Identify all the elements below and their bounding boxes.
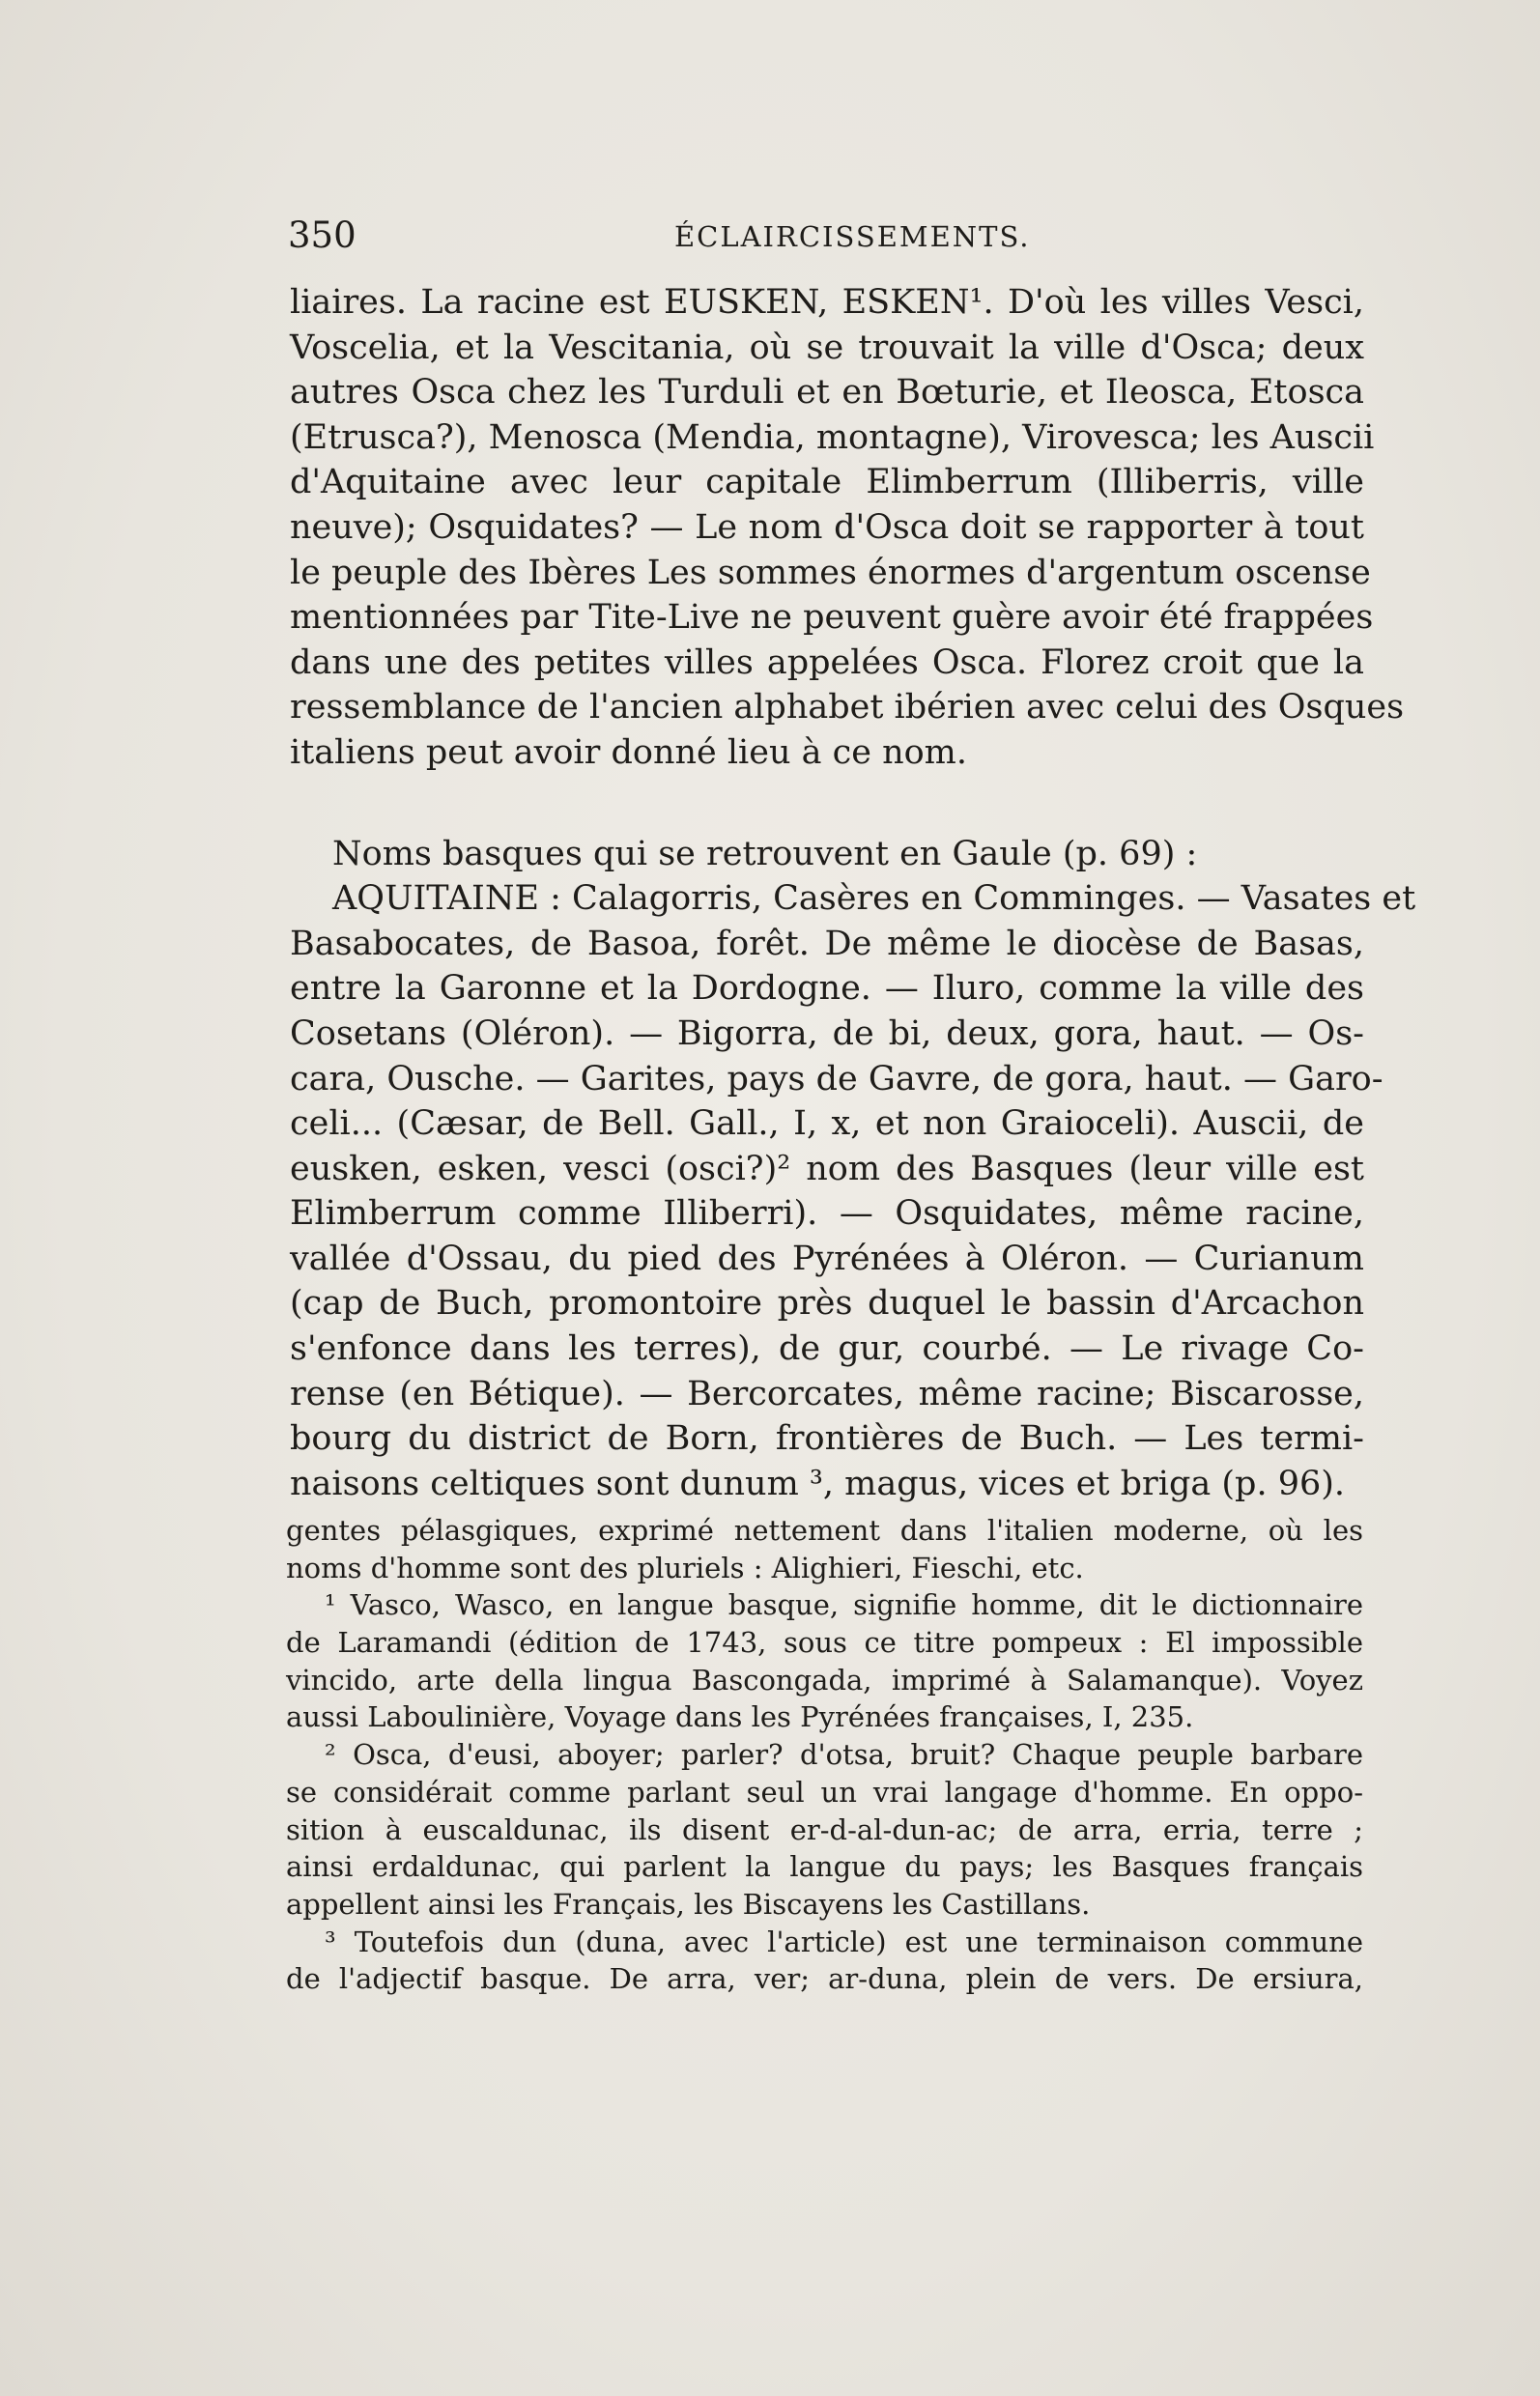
footnote-line: ² Osca, d'eusi, aboyer; parler? d'otsa, bruit? Chaque peuple barbare: [325, 1738, 1363, 1772]
text-line: AQUITAINE : Calagorris, Casères en Comminges. — Vasates et: [332, 879, 1416, 919]
text-line: d'Aquitaine avec leur capitale Elimberrum (Illiberris, ville: [290, 463, 1364, 502]
main-text: [290, 280, 1416, 1506]
text-line: Basabocates, de Basoa, forêt. De même le diocèse de Basas,: [290, 924, 1364, 963]
footnote-line: se considérait comme parlant seul un vrai langage d'homme. En oppo-: [286, 1775, 1363, 1809]
text-line: Noms basques qui se retrouvent en Gaule (p. 69) :: [332, 834, 1198, 873]
running-head: ÉCLAIRCISSEMENTS.: [674, 220, 1031, 253]
text-line: italiens peut avoir donné lieu à ce nom.: [290, 732, 967, 772]
text-line: rense (en Bétique). — Bercorcates, même racine; Biscarosse,: [290, 1374, 1364, 1413]
footnote-line: appellent ainsi les Français, les Biscayens les Castillans.: [286, 1887, 1091, 1921]
text-line: mentionnées par Tite-Live ne peuvent guère avoir été frappées: [290, 598, 1374, 638]
text-line: cara, Ousche. — Garites, pays de Gavre, de gora, haut. — Garo-: [290, 1059, 1383, 1098]
page-number: 350: [288, 214, 356, 256]
text-line: (Etrusca?), Menosca (Mendia, montagne), Virovesca; les Auscii: [290, 417, 1375, 457]
text-line: entre la Garonne et la Dordogne. — Iluro, comme la ville des: [290, 969, 1364, 1009]
footnote-line: aussi Laboulinière, Voyage dans les Pyrénées françaises, I, 235.: [286, 1700, 1194, 1734]
paragraph-gap: [290, 776, 1364, 832]
text-line: s'enfonce dans les terres), de gur, courbé. — Le rivage Co-: [290, 1329, 1364, 1369]
text-line: Voscelia, et la Vescitania, où se trouvait la ville d'Osca; deux: [290, 328, 1364, 367]
text-line: autres Osca chez les Turduli et en Bœturie, et Ileosca, Etosca: [290, 373, 1364, 413]
paragraph-basque-names: [290, 832, 1416, 1507]
text-line: eusken, esken, vesci (osci?)² nom des Basques (leur ville est: [290, 1149, 1364, 1188]
page-header: [288, 214, 1365, 272]
footnote-line: de Laramandi (édition de 1743, sous ce titre pompeux : El impossible: [286, 1626, 1363, 1660]
text-line: ressemblance de l'ancien alphabet ibérien avec celui des Osques: [290, 688, 1405, 727]
text-line: bourg du district de Born, frontières de Buch. — Les termi-: [290, 1419, 1364, 1459]
text-line: le peuple des Ibères Les sommes énormes d'argentum oscense: [290, 553, 1371, 592]
footnote-line: de l'adjectif basque. De arra, ver; ar-duna, plein de vers. De ersiura,: [286, 1962, 1363, 1996]
text-line: dans une des petites villes appelées Osca. Florez croit que la: [290, 642, 1364, 682]
text-line: Elimberrum comme Illiberri). — Osquidates, même racine,: [290, 1194, 1364, 1234]
text-line: celi... (Cæsar, de Bell. Gall., I, x, et non Graioceli). Auscii, de: [290, 1104, 1364, 1144]
footnote-line: noms d'homme sont des pluriels : Alighieri, Fieschi, etc.: [286, 1551, 1084, 1584]
footnote-line: ainsi erdaldunac, qui parlent la langue du pays; les Basques français: [286, 1850, 1363, 1884]
paragraph-etymology: [290, 280, 1405, 776]
footnote-continuation: [286, 1512, 1363, 1586]
footnote-line: ³ Toutefois dun (duna, avec l'article) est une terminaison commune: [325, 1925, 1363, 1958]
footnote-line: vincido, arte della lingua Bascongada, imprimé à Salamanque). Voyez: [286, 1663, 1363, 1697]
text-line: (cap de Buch, promontoire près duquel le bassin d'Arcachon: [290, 1284, 1364, 1324]
footnote-1: [286, 1586, 1363, 1736]
text-line: Cosetans (Oléron). — Bigorra, de bi, deux, gora, haut. — Os-: [290, 1013, 1364, 1053]
text-line: liaires. La racine est EUSKEN, ESKEN¹. D'où les villes Vesci,: [290, 283, 1364, 322]
text-line: neuve); Osquidates? — Le nom d'Osca doit se rapporter à tout: [290, 507, 1364, 547]
footnote-line: ¹ Vasco, Wasco, en langue basque, signifie homme, dit le dictionnaire: [325, 1588, 1363, 1622]
footnote-3: [286, 1924, 1363, 1998]
footnotes: [286, 1512, 1363, 1998]
footnote-2: [286, 1736, 1363, 1923]
footnote-line: sition à euscaldunac, ils disent er-d-al-dun-ac; de arra, erria, terre ;: [286, 1812, 1363, 1846]
footnote-line: gentes pélasgiques, exprimé nettement dans l'italien moderne, où les: [286, 1514, 1363, 1547]
text-line: naisons celtiques sont dunum ³, magus, vices et briga (p. 96).: [290, 1464, 1346, 1503]
text-line: vallée d'Ossau, du pied des Pyrénées à Oléron. — Curianum: [290, 1239, 1364, 1278]
